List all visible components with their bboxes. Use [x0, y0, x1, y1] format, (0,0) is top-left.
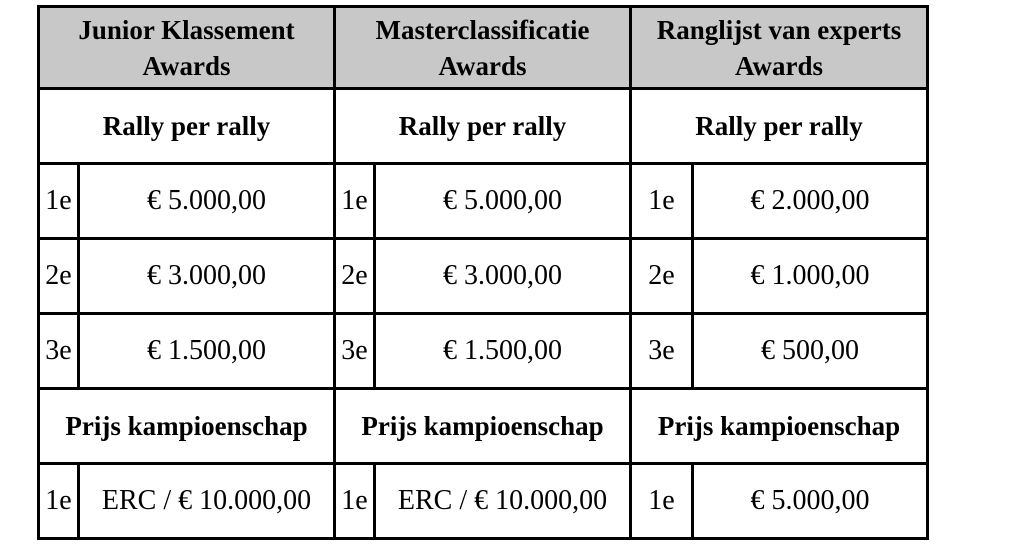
rank-cell: 1e	[335, 164, 375, 239]
amount-cell: € 5.000,00	[375, 164, 631, 239]
header-row	[39, 7, 928, 89]
column-title-line2: Awards	[438, 50, 527, 81]
subheading-expert: Rally per rally	[631, 89, 928, 164]
rank-cell: 2e	[631, 239, 693, 314]
table-row	[39, 239, 928, 314]
rank-cell: 1e	[39, 464, 79, 539]
column-title-expert	[631, 7, 928, 89]
amount-cell: ERC / € 10.000,00	[375, 464, 631, 539]
table-row	[39, 314, 928, 389]
championship-row	[39, 464, 928, 539]
subheading-row	[39, 89, 928, 164]
rank-cell: 1e	[631, 464, 693, 539]
amount-cell: € 2.000,00	[693, 164, 928, 239]
column-title-line2: Awards	[142, 50, 231, 81]
championship-heading-expert: Prijs kampioenschap	[631, 389, 928, 464]
amount-cell: € 1.500,00	[375, 314, 631, 389]
championship-heading-junior: Prijs kampioenschap	[39, 389, 335, 464]
rank-cell: 1e	[631, 164, 693, 239]
column-title-master	[335, 7, 631, 89]
table-row	[39, 164, 928, 239]
rank-cell: 2e	[335, 239, 375, 314]
amount-cell: ERC / € 10.000,00	[79, 464, 335, 539]
subheading-junior: Rally per rally	[39, 89, 335, 164]
amount-cell: € 500,00	[693, 314, 928, 389]
awards-table	[37, 5, 929, 540]
amount-cell: € 5.000,00	[79, 164, 335, 239]
column-title-junior	[39, 7, 335, 89]
subheading-master: Rally per rally	[335, 89, 631, 164]
column-title-line2: Awards	[734, 50, 823, 81]
amount-cell: € 3.000,00	[79, 239, 335, 314]
column-title-line1: Junior Klassement	[78, 14, 295, 45]
amount-cell: € 1.500,00	[79, 314, 335, 389]
championship-heading-master: Prijs kampioenschap	[335, 389, 631, 464]
championship-heading-row	[39, 389, 928, 464]
rank-cell: 1e	[39, 164, 79, 239]
rank-cell: 3e	[335, 314, 375, 389]
rank-cell: 2e	[39, 239, 79, 314]
amount-cell: € 3.000,00	[375, 239, 631, 314]
amount-cell: € 1.000,00	[693, 239, 928, 314]
amount-cell: € 5.000,00	[693, 464, 928, 539]
rank-cell: 3e	[39, 314, 79, 389]
rank-cell: 1e	[335, 464, 375, 539]
rank-cell: 3e	[631, 314, 693, 389]
column-title-line1: Ranglijst van experts	[656, 14, 902, 45]
column-title-line1: Masterclassificatie	[375, 14, 590, 45]
